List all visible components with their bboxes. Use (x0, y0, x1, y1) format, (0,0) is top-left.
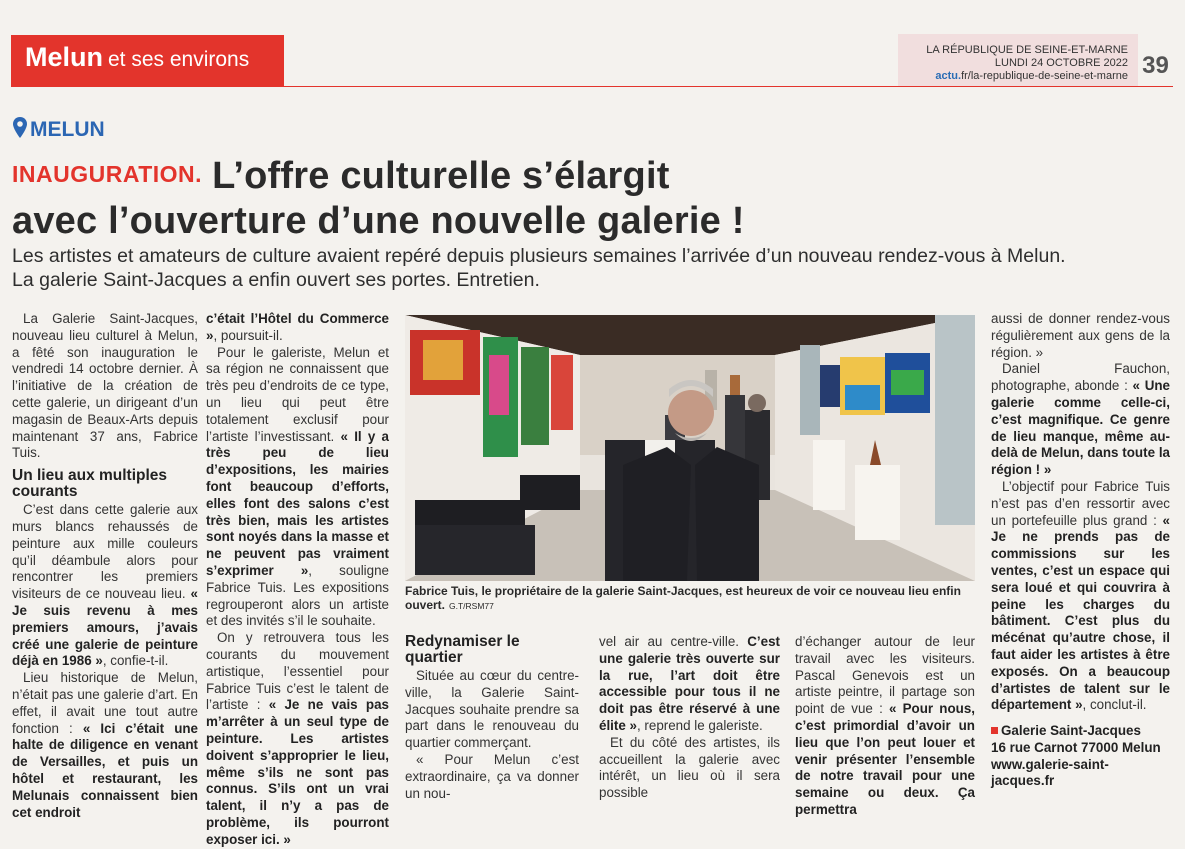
headline-line-2: avec l’ouverture d’une nouvelle galerie ! (12, 200, 745, 242)
headline (12, 152, 1182, 244)
location-label: MELUN (30, 118, 105, 141)
location-tag (12, 116, 105, 144)
paragraph: La Galerie Saint-Jacques, nouveau lieu culturel à Melun, a fêté son inauguration le vendredi 14 octobre dernier. À l’initiative de la création de cette galerie, un dirigeant d’un magasin de Beaux-Arts depuis maintenant 37 ans, Fabrice Tuis. (12, 311, 198, 461)
gallery-photo (405, 315, 975, 581)
paragraph (991, 479, 1170, 714)
text-run: , confie-t-il. (102, 653, 169, 669)
url-domain: actu. (935, 70, 962, 82)
text-column-2 (206, 311, 389, 849)
quote: « Je ne vais pas m’arrêter à un seul type de peinture. Les artistes doivent s’approprier le lieu, même s’ils ne sont pas connus. S’ils ont un vrai talent, il n’y a pas de problème, ils pourront exposer ici. » (206, 697, 389, 847)
text-column-6 (991, 311, 1170, 714)
text-run: Daniel Fauchon, photographe, abonde : (991, 361, 1170, 394)
publication-date: LUNDI 24 OCTOBRE 2022 (994, 57, 1128, 69)
url-path: fr/la-republique-de-seine-et-marne (961, 70, 1128, 82)
quote: « Une galerie comme celle-ci, c’est magnifique. Ce genre de lieu manque, même au-delà de Melun, dans toute la région ! » (991, 378, 1170, 478)
gallery-photo-illustration (405, 315, 975, 581)
text-run: Lieu historique de Melun, n’était pas une galerie d’art. En effet, il avait une tout autre fonction : (12, 670, 198, 736)
text-column-3 (405, 634, 579, 802)
text-run: , conclut-il. (1082, 697, 1147, 713)
gallery-name-text: Galerie Saint-Jacques (1001, 723, 1141, 738)
gallery-info (991, 723, 1171, 790)
text-run: , poursuit-il. (213, 327, 283, 343)
page-number: 39 (1142, 52, 1169, 79)
section-subtitle: et ses environs (108, 48, 250, 71)
publication-info (902, 44, 1128, 83)
text-run: d’échanger autour de leur travail avec les visiteurs. Pascal Genevois est un artiste peintre, il partage son point de vue : (795, 634, 975, 717)
section-banner (11, 35, 284, 86)
quote: c’était l’Hôtel du Commerce » (206, 311, 389, 343)
paragraph (599, 634, 780, 735)
section-city: Melun (25, 42, 103, 72)
text-run: Pour le galeriste, Melun et sa région ne connaissent que très peu d’endroits de ce type, un lieu qui peut être totalement exclusif pour l’artiste l’investissant. (206, 344, 389, 444)
paragraph (206, 311, 389, 345)
publication-name: LA RÉPUBLIQUE DE SEINE-ET-MARNE (926, 44, 1128, 56)
headline-kicker: INAUGURATION. (12, 161, 203, 187)
standfirst-line-1: Les artistes et amateurs de culture avaient repéré depuis plusieurs semaines l’arrivée d’un nouveau rendez-vous à Melun. (12, 245, 1066, 267)
header-rule (11, 86, 1173, 87)
text-run: , souligne Fabrice Tuis. Les expositions regrouperont alors un artiste et des invités s’il le souhaite. (206, 562, 390, 629)
paragraph (12, 670, 198, 821)
quote: « Je suis revenu à mes premiers amours, j’avais créé une galerie de peinture déjà en 1986 » (12, 586, 198, 669)
bullet-square-icon (991, 727, 998, 734)
paragraph (12, 502, 198, 670)
paragraph: « Pour Melun c’est extraordinaire, ça va donner un nou- (405, 751, 579, 801)
quote: C’est une galerie très ouverte sur la rue, l’art doit être accessible pour tous il ne doit pas être réservé à une élite » (599, 634, 780, 733)
paragraph: Et du côté des artistes, ils accueillent la galerie avec intérêt, un lieu où il sera possible (599, 734, 780, 801)
subheading: Redynamiser le quartier (405, 633, 520, 666)
standfirst (12, 244, 1182, 292)
paragraph (795, 634, 975, 819)
text-column-1 (12, 311, 198, 821)
subheading: Un lieu aux multiples courants (12, 467, 168, 501)
quote: « Je ne prends pas de commissions sur les ventes, c’est un espace qui sera loué et qui couvrira à peine les charges du bâtiment. C’est plus du mécénat qu’autre chose, il faut aider les artistes à être exposés. On a beaucoup d’artistes de talent sur le département » (991, 512, 1170, 713)
gallery-website: www.galerie-saint-jacques.fr (991, 756, 1109, 789)
quote: « Il y a très peu de lieu d’expositions, les mairies font beaucoup d’efforts, elles font des salons c’est très bien, mais les artistes sont noyés dans la masse et ne peuvent pas vraiment s’exprimer » (206, 428, 389, 578)
photo-caption (405, 584, 975, 613)
caption-text: Fabrice Tuis, le propriétaire de la galerie Saint-Jacques, est heureux de voir ce nouveau lieu enfin ouvert. (405, 584, 961, 612)
gallery-name (991, 723, 1171, 740)
publication-url (902, 70, 1128, 83)
quote: « Pour nous, c’est primordial d’avoir un lieu que l’on peut louer et venir présenter l’ensemble de notre travail pour une semaine ou deux. Ça permettra (795, 701, 975, 817)
paragraph: aussi de donner rendez-vous régulièrement aux gens de la région. » (991, 311, 1170, 360)
text-run: , reprend le galeriste. (636, 717, 763, 733)
headline-line-1: L’offre culturelle s’élargit (212, 155, 670, 197)
photo-credit: G.T/RSM77 (449, 601, 494, 611)
map-pin-icon (12, 116, 28, 144)
paragraph (206, 345, 389, 631)
text-run: L’objectif pour Fabrice Tuis n’est pas d’en ressortir avec un portefeuille plus grand : (991, 478, 1170, 528)
paragraph: Située au cœur du centre-ville, la Galerie Saint-Jacques souhaite prendre sa part dans le renouveau du quartier commerçant. (405, 668, 579, 751)
paragraph (991, 361, 1170, 479)
text-run: On y retrouvera tous les courants du mouvement artistique, l’essentiel pour Fabrice Tuis c’est le talent de l’artiste : (206, 630, 389, 713)
text-run: vel air au centre-ville. (599, 634, 748, 649)
standfirst-line-2: La galerie Saint-Jacques a enfin ouvert ses portes. Entretien. (12, 269, 540, 291)
paragraph (206, 630, 389, 848)
text-column-5 (795, 634, 975, 819)
text-run: C’est dans cette galerie aux murs blancs rehaussés de peinture aux mille couleurs qu’il déambule alors pour rencontrer les premiers visiteurs de ce nouveau lieu. (12, 502, 198, 602)
text-column-4 (599, 634, 780, 802)
gallery-address: 16 rue Carnot 77000 Melun (991, 739, 1161, 755)
quote: « Ici c’était une halte de diligence en venant de Versailles, et puis un hôtel et restaurant, les Melunais connaissent bien cet endroit (12, 720, 199, 820)
